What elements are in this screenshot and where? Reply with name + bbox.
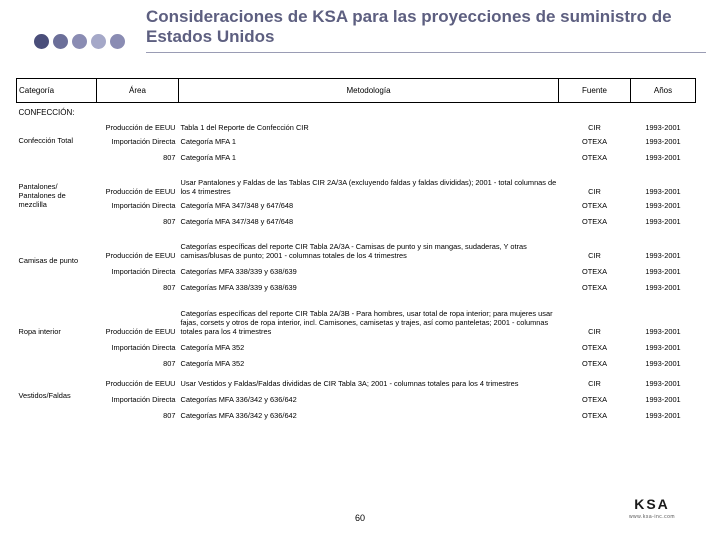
- area-cell: Importación Directa: [111, 137, 176, 146]
- table-row: [17, 277, 696, 293]
- methodology-cell: Categoría MFA 352: [180, 343, 245, 352]
- years-cell: 1993-2001: [645, 395, 681, 404]
- header-methodology: Metodología: [179, 79, 559, 103]
- dot-2: [53, 34, 68, 49]
- source-cell: OTEXA: [581, 201, 608, 210]
- methodology-cell: Usar Vestidos y Faldas/Faldas divididas de CIR Tabla 3A; 2001 - columnas totales para los 4 trimestres: [180, 379, 519, 388]
- dot-1: [34, 34, 49, 49]
- area-cell: Importación Directa: [111, 201, 176, 210]
- header-years: Años: [631, 79, 696, 103]
- header-area: Área: [97, 79, 179, 103]
- table-row: [17, 211, 696, 227]
- table-row: [17, 353, 696, 369]
- area-cell: Importación Directa: [111, 267, 176, 276]
- ksa-logo: [622, 496, 682, 520]
- table-header-row: [17, 79, 696, 103]
- source-cell: OTEXA: [581, 411, 608, 420]
- category-cell: Pantalones/ Pantalones de mezclilla: [18, 181, 66, 209]
- years-cell: 1993-2001: [645, 201, 681, 210]
- methodology-cell: Categoría MFA 352: [180, 359, 245, 368]
- area-cell: Importación Directa: [111, 395, 176, 404]
- source-cell: OTEXA: [581, 343, 608, 352]
- area-cell: Producción de EEUU: [105, 379, 176, 388]
- years-cell: 1993-2001: [645, 327, 681, 336]
- logo-subtext: www.ksa-inc.com: [628, 514, 676, 520]
- source-cell: OTEXA: [581, 395, 608, 404]
- years-cell: 1993-2001: [645, 411, 681, 420]
- methodology-cell: Categorías MFA 336/342 y 636/642: [180, 411, 297, 420]
- methodology-cell: Categoría MFA 1: [180, 137, 236, 146]
- page-number: 60: [355, 513, 366, 523]
- years-cell: 1993-2001: [645, 123, 681, 132]
- source-cell: OTEXA: [581, 137, 608, 146]
- methodology-cell: Categorías MFA 338/339 y 638/639: [180, 283, 297, 292]
- source-cell: CIR: [588, 251, 601, 260]
- area-cell: Producción de EEUU: [105, 327, 176, 336]
- years-cell: 1993-2001: [645, 153, 681, 162]
- years-cell: 1993-2001: [645, 359, 681, 368]
- category-cell: Ropa interior: [18, 326, 61, 336]
- years-cell: 1993-2001: [645, 267, 681, 276]
- title-divider: [146, 52, 706, 53]
- table-row: [17, 293, 696, 337]
- dot-5: [110, 34, 125, 49]
- source-cell: OTEXA: [581, 283, 608, 292]
- table-row: [17, 133, 696, 147]
- area-cell: 807: [163, 217, 176, 226]
- methodology-cell: Categorías específicas del reporte CIR Tabla 2A/3B - Para hombres, usar total de ropa interior; para mujeres usar fajas, corsets y otros de ropa interior, incl. Camisones, camisetas y trajes, así como panteletas; 2001 - columnas totales para los 4 trimestres: [180, 309, 553, 336]
- table-row: [17, 197, 696, 211]
- methodology-cell: Categorías MFA 338/339 y 638/639: [180, 267, 297, 276]
- years-cell: 1993-2001: [645, 251, 681, 260]
- category-cell: Confección Total: [18, 136, 74, 145]
- years-cell: 1993-2001: [645, 187, 681, 196]
- table-row: [17, 163, 696, 197]
- methodology-cell: Categoría MFA 347/348 y 647/648: [180, 217, 294, 226]
- years-cell: 1993-2001: [645, 137, 681, 146]
- source-cell: CIR: [588, 187, 601, 196]
- methodology-cell: Tabla 1 del Reporte de Confección CIR: [180, 123, 309, 132]
- methodology-cell: Categorías específicas del reporte CIR Tabla 2A/3A - Camisas de punto y sin mangas, sudaderas, Y otras camisas/blusas de punto; 2001 - columnas totales de los 4 trimestres: [180, 242, 527, 260]
- table-row: [17, 389, 696, 405]
- category-cell: Camisas de punto: [18, 255, 79, 265]
- area-cell: Producción de EEUU: [105, 123, 176, 132]
- table-row: [17, 261, 696, 277]
- table-row: [17, 405, 696, 421]
- source-cell: OTEXA: [581, 217, 608, 226]
- table-row: [17, 118, 696, 133]
- area-cell: Producción de EEUU: [105, 251, 176, 260]
- methodology-cell: Categorías MFA 336/342 y 636/642: [180, 395, 297, 404]
- methodology-cell: Categoría MFA 347/348 y 647/648: [180, 201, 294, 210]
- source-cell: OTEXA: [581, 359, 608, 368]
- source-cell: OTEXA: [581, 153, 608, 162]
- section-label: CONFECCIÓN:: [18, 108, 75, 117]
- dot-3: [72, 34, 87, 49]
- header-category: Categoría: [17, 79, 97, 103]
- years-cell: 1993-2001: [645, 379, 681, 388]
- table-row: [17, 147, 696, 163]
- years-cell: 1993-2001: [645, 283, 681, 292]
- area-cell: 807: [163, 411, 176, 420]
- area-cell: Producción de EEUU: [105, 187, 176, 196]
- section-row: [17, 103, 696, 119]
- table-row: [17, 227, 696, 261]
- dot-4: [91, 34, 106, 49]
- source-cell: CIR: [588, 379, 601, 388]
- table-row: [17, 369, 696, 389]
- methodology-cell: Categoría MFA 1: [180, 153, 236, 162]
- methodology-cell: Usar Pantalones y Faldas de las Tablas CIR 2A/3A (excluyendo faldas y faldas divididas); 2001 - total columnas de los 4 trimestres: [180, 178, 557, 196]
- area-cell: 807: [163, 283, 176, 292]
- area-cell: Importación Directa: [111, 343, 176, 352]
- years-cell: 1993-2001: [645, 217, 681, 226]
- header-source: Fuente: [559, 79, 631, 103]
- methodology-table: [16, 78, 696, 421]
- source-cell: CIR: [588, 327, 601, 336]
- area-cell: 807: [163, 153, 176, 162]
- logo-mark: KSA: [634, 496, 670, 512]
- table-row: [17, 337, 696, 353]
- source-cell: CIR: [588, 123, 601, 132]
- category-cell: Vestidos/Faldas: [18, 390, 71, 400]
- area-cell: 807: [163, 359, 176, 368]
- source-cell: OTEXA: [581, 267, 608, 276]
- slide-title: Consideraciones de KSA para las proyecciones de suministro de Estados Unidos: [146, 7, 672, 46]
- decorative-dots: [34, 34, 125, 49]
- years-cell: 1993-2001: [645, 343, 681, 352]
